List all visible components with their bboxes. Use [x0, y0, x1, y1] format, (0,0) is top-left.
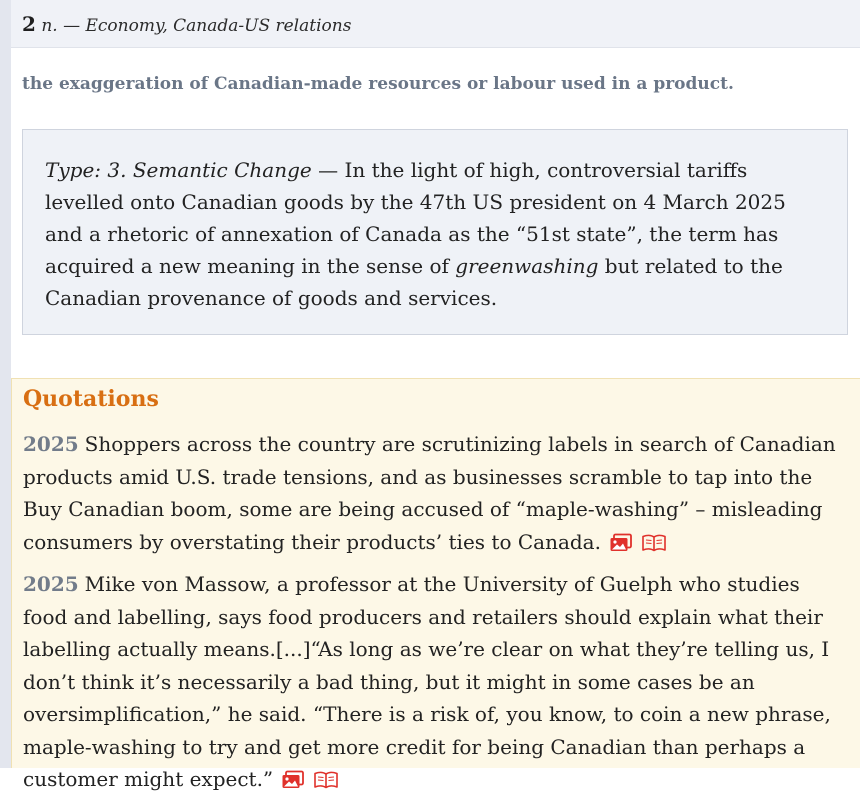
part-of-speech: n. — [41, 16, 58, 36]
note-dash: — — [311, 158, 345, 182]
definition: the exaggeration of Canadian-made resources or labour used in a product. — [22, 74, 734, 94]
media-gallery-icon[interactable] — [281, 770, 305, 790]
note-text-before: In the light of high, controversial tariffs levelled onto Canadian goods by the 47th US president on 4 March 2025 and a rhetoric of annexation of Canada as the “51st state”, the term has acquired a new meaning in the sense of — [45, 158, 786, 278]
quotation-item — [23, 428, 849, 558]
quotation-year: 2025 — [23, 572, 79, 596]
open-book-icon[interactable] — [641, 533, 665, 553]
note-text-after: but related to the Canadian provenance of goods and services. — [45, 254, 783, 310]
quotation-item — [23, 568, 849, 796]
sense-number: 2 — [22, 12, 36, 36]
quotation-text: Mike von Massow, a professor at the University of Guelph who studies food and labelling, says food producers and retailers should explain what their labelling actually means.[...]“As long as we’re clear on what they’re telling us, I don’t think it’s necessarily a bad thing, but it might in some cases be an oversimplification,” he said. “There is a risk of, you know, to coin a new phrase, maple-washing to try and get more credit for being Canadian than perhaps a customer might expect.” — [23, 572, 831, 791]
note-emphasis: greenwashing — [455, 254, 599, 278]
etymology-note — [22, 129, 848, 335]
sense-header — [11, 0, 860, 48]
quotations-title: Quotations — [23, 386, 159, 412]
sense-labels: Economy, Canada-US relations — [85, 16, 352, 36]
sense-header-line — [22, 12, 351, 38]
sense-separator: — — [57, 16, 86, 36]
quotation-text: Shoppers across the country are scrutinizing labels in search of Canadian products amid U.S. trade tensions, and as businesses scramble to tap into the Buy Canadian boom, some are being accused of “maple-washing” – misleading consumers by overstating their products’ ties to Canada. — [23, 432, 836, 554]
note-type: Type: 3. Semantic Change — [45, 158, 312, 182]
open-book-icon[interactable] — [313, 770, 337, 790]
quotations-section — [11, 378, 860, 791]
left-rule — [0, 0, 11, 768]
media-gallery-icon[interactable] — [609, 533, 633, 553]
quotation-year: 2025 — [23, 432, 79, 456]
